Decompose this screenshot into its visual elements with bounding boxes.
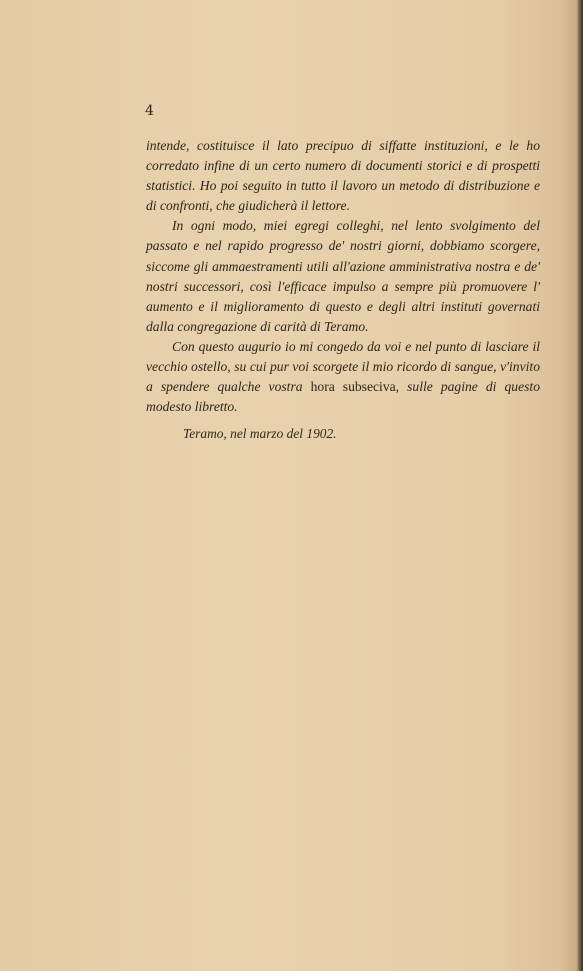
paragraph-3-roman-phrase: hora subseciva, bbox=[310, 379, 400, 395]
paragraph-3-part-2: sulle pagine di questo modesto libretto. bbox=[146, 379, 540, 415]
paragraph-2: In ogni modo, miei egregi colleghi, nel lento svolgimento del passato e nel rapido progresso de' nostri giorni, dobbiamo scorgere, siccome gli ammaestramenti utili all'azione amministrativa nostra e de' nostri successori, così l'efficace impulso a sempre più promuovere l' aumento e il miglioramento di questo e degli altri instituti governati dalla congregazione di carità di Teramo. bbox=[146, 218, 540, 334]
body-text bbox=[146, 136, 540, 417]
dateline: Teramo, nel marzo del 1902. bbox=[183, 426, 337, 441]
paragraph-1: intende, costituisce il lato precipuo di siffatte instituzioni, e le ho corredato infine di un certo numero di documenti storici e di prospetti statistici. Ho poi seguito in tutto il lavoro un metodo di distribuzione e di confronti, che giudicherà il lettore. bbox=[146, 138, 540, 214]
page-number: 4 bbox=[145, 103, 154, 119]
page-binding-edge bbox=[577, 0, 583, 971]
paragraph-3 bbox=[146, 337, 540, 417]
paragraph-3-part-1: Con questo augurio io mi congedo da voi e nel punto di lasciare il vecchio ostello, su cui pur voi scorgete il mio ricordo di sangue, v'invito a spendere qualche vostra bbox=[146, 338, 540, 395]
